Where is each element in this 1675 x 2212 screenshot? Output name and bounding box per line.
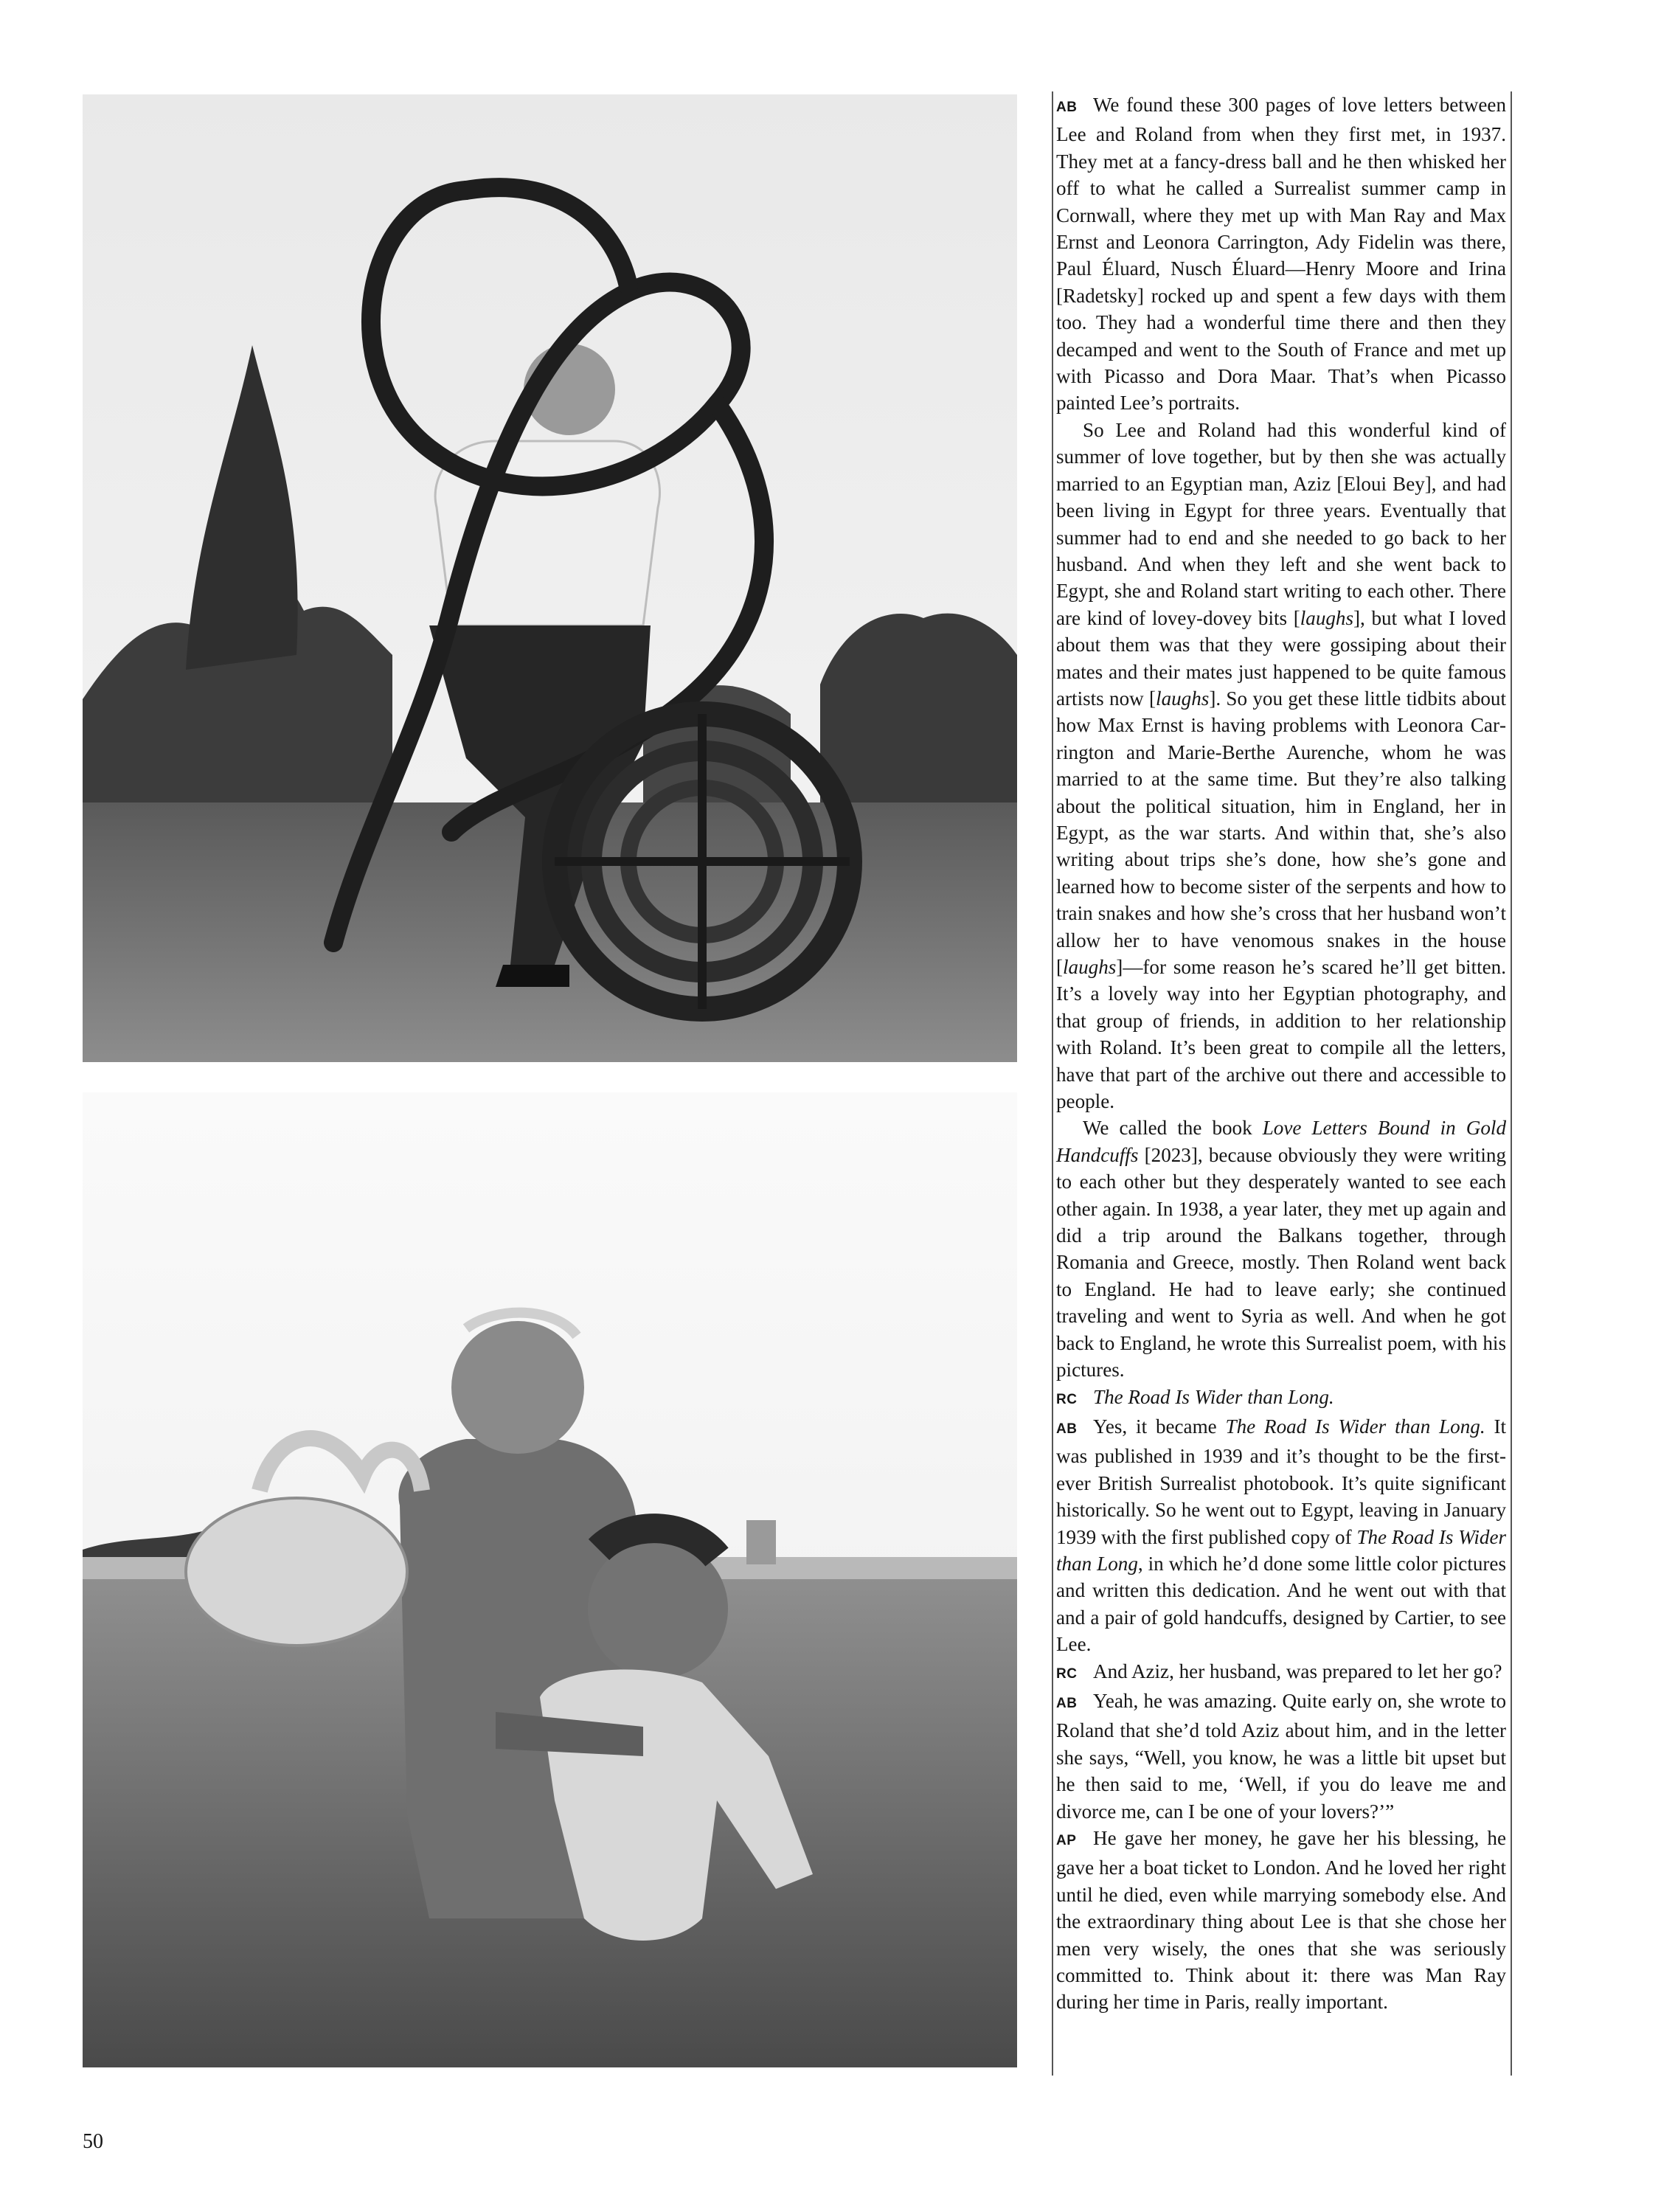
man-with-coiled-hose-photo <box>83 94 1017 1062</box>
speaker-label: AP <box>1056 1833 1077 1848</box>
speaker-label: AB <box>1056 1695 1078 1711</box>
book-title: The Road Is Wider than Long. <box>1093 1385 1334 1408</box>
bottom-photo <box>83 1092 1017 2067</box>
text-run: It was published in 1939 and it’s thought to be the first-ever British Surrealist photobook. It’s quite significant historically. So he went out to Egypt, leaving in January 1939 with the first published copy of <box>1056 1415 1506 1548</box>
paragraph-ab-2 <box>1056 1413 1506 1658</box>
paragraph-ab-1 <box>1056 91 1506 417</box>
speaker-label: RC <box>1056 1391 1078 1407</box>
paragraph-text: We found these 300 pages of love letters between Lee and Roland from when they first met, in 1937. They met at a fancy-dress ball and he then whisked her off to what he called a Surrealist summer camp in Cornwall, where they met up with Man Ray and Max Ernst and Leonora Carrington, Ady Fidelin was there, Paul Éluard, Nusch Éluard—Henry Moore and Irina [Radetsky] rocked up and spent a few days with them too. They had a wonderful time there and then they decamped and went to the South of France and met up with Picasso and Dora Maar. That’s when Picasso painted Lee’s portraits. <box>1056 94 1506 415</box>
italic-aside: laughs <box>1156 687 1210 710</box>
paragraph-book-title <box>1056 1114 1506 1383</box>
article-text-column <box>1052 91 1512 2076</box>
paragraph-summer-of-love <box>1056 417 1506 1115</box>
text-run: Yes, it became <box>1093 1415 1226 1438</box>
italic-aside: laughs <box>1300 606 1354 629</box>
man-with-child-in-sea-photo <box>83 1092 1017 2067</box>
text-run: So Lee and Roland had this wonderful kind of summer of love together, but by then she was actually married to an Egyptian man, Aziz [Eloui Bey], and had been living in Egypt for three years. Eventually that summer had to end and she needed to go back to her husband. And when they left and she went back to Egypt, she and Roland start writing to each other. There are kind of lovey-dovey bits [ <box>1056 418 1506 629</box>
paragraph-ab-3 <box>1056 1688 1506 1825</box>
paragraph-ap-1 <box>1056 1825 1506 2016</box>
top-photo <box>83 94 1017 1062</box>
speaker-label: AB <box>1056 1421 1078 1437</box>
speaker-label: RC <box>1056 1665 1078 1682</box>
text-run: [2023], because obviously they were writing to each other but they desperately wanted to see each other again. In 1938, a year later, they met up again and did a trip around the Balkans together, through Romania and Greece, mostly. Then Roland went back to England. He had to leave early; she continued traveling and went to Syria as well. And when he got back to England, he wrote this Surrealist poem, with his pictures. <box>1056 1143 1506 1381</box>
paragraph-text: He gave her money, he gave her his blessing, he gave her a boat ticket to London. And he loved her right until he died, even while marrying somebody else. And the extraordinary thing about Lee is that she chose her men very wisely, the ones that she was seriously committed to. Think about it: there was Man Ray during her time in Paris, really important. <box>1056 1827 1506 2014</box>
text-run: ]. So you get these little tidbits about how Max Ernst is having problems with Leonora Carrington and Marie-Berthe Aurenche, whom he was married to at the same time. But they’re also talking about the political situation, him in England, her in Egypt, as the war starts. And within that, she’s also writing about trips she’s done, how she’s gone and learned how to become sister of the serpents and how to train snakes and how she’s cross that her husband won’t allow her to have venomous snakes in the house [ <box>1056 687 1506 978</box>
speaker-label: AB <box>1056 100 1078 115</box>
book-title: The Road Is Wider than Long <box>1056 1525 1507 1575</box>
book-title: Love Letters Bound in Gold Handcuffs <box>1056 1117 1506 1166</box>
text-run: ]—for some reason he’s scared he’ll get bitten. It’s a lovely way into her Egyptian photography, and that group of friends, in addition to her relationship with Roland. It’s been great to compile all the letters, have that part of the archive out there and accessible to people. <box>1056 956 1506 1113</box>
paragraph-text: And Aziz, her husband, was prepared to let her go? <box>1093 1660 1502 1682</box>
book-title: The Road Is Wider than Long. <box>1225 1415 1485 1438</box>
paragraph-rc-1 <box>1056 1384 1506 1413</box>
paragraph-rc-2 <box>1056 1658 1506 1688</box>
text-run: , in which he’d done some little color pictures and written this dedication. And he went out with that and a pair of gold handcuffs, designed by Cartier, to see Lee. <box>1056 1552 1506 1656</box>
text-run: We called the book <box>1083 1117 1263 1140</box>
text-run: ], but what I loved about them was that they were gossiping about their mates and their mates just happened to be quite famous artists now [ <box>1056 606 1506 710</box>
paragraph-text: Yeah, he was amazing. Quite early on, she wrote to Roland that she’d told Aziz about him, and in the letter she says, “Well, you know, he was a little bit upset but he then said to me, ‘Well, if you do leave me and divorce me, can I be one of your lovers?’” <box>1056 1689 1506 1823</box>
page-number: 50 <box>83 2130 103 2153</box>
italic-aside: laughs <box>1063 956 1117 978</box>
